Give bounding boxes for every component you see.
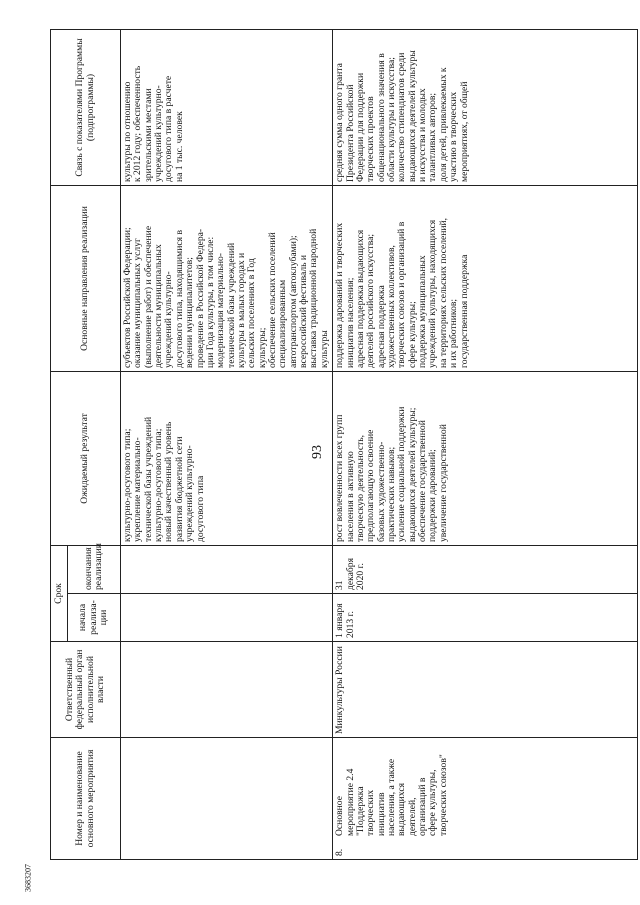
text-line: организаций в <box>417 777 429 836</box>
document-id: 3683207 <box>23 864 33 892</box>
text-line: автотранспортом (автоклубами); <box>287 235 299 368</box>
header-term: Срок <box>51 546 68 642</box>
text-line: на территориях сельских поселений, <box>437 217 449 368</box>
header-end: окончания реализации <box>68 546 121 594</box>
text-line: деятелей, <box>406 797 418 836</box>
text-line: обеспечение государственной <box>417 420 429 542</box>
text-line: доля детей, привлекаемых к <box>437 67 449 182</box>
text-line: на 1 тыс. человек <box>173 111 185 182</box>
text-line: участию в творческих <box>448 91 460 182</box>
text-line: деятелей российского искусства; <box>365 233 377 368</box>
text-line: культуры в малых городах и <box>235 252 247 368</box>
text-line: и их работников; <box>448 298 460 368</box>
text-line: мероприятиях, от общей <box>458 81 470 182</box>
text-line: культурно-досугового типа; <box>122 428 133 542</box>
header-start: начала реализа-ции <box>68 594 121 642</box>
directions-cell <box>333 186 638 372</box>
text-line: средняя сумма одного гранта <box>334 63 346 182</box>
text-line: населения, а также <box>385 758 397 836</box>
text-line: практических навыков; <box>385 446 397 542</box>
text-line: базовых художественно- <box>375 441 387 542</box>
header-result: Ожидаемый результат <box>51 372 121 546</box>
text-line: укрепление материально- <box>132 437 144 542</box>
text-line: учреждений культурно- <box>184 445 196 542</box>
text-line: мероприятие 2.4 <box>344 768 356 836</box>
text-line: сфере культуры, <box>427 769 439 836</box>
text-line: к 2012 году; обеспеченность <box>132 65 144 182</box>
text-line: обеспечение сельских поселений <box>267 232 279 368</box>
text-line: культуры; <box>256 327 268 368</box>
text-line: учреждений культуры, находящихся <box>427 219 439 368</box>
text-line: культуры <box>318 330 330 368</box>
text-line: субъектов Российской Федерации; <box>122 227 133 368</box>
header-link: Связь с показателями Программы (подпрограммы) <box>51 30 121 186</box>
link-cell <box>121 30 333 186</box>
start-cell: 1 января 2013 г. <box>333 594 638 642</box>
text-line: зрительскими местами <box>142 88 154 182</box>
text-line: и искусства и молодых <box>417 88 429 182</box>
text-line: технической базы учреждений <box>225 242 237 368</box>
text-line: Основное <box>334 796 346 836</box>
text-line: населения в активную <box>344 451 356 542</box>
text-line: поддержки дарований; <box>427 449 439 542</box>
end-cell <box>121 546 333 594</box>
start-cell <box>121 594 333 642</box>
text-line: инициатив населения; <box>344 277 356 368</box>
text-line: выдающихся <box>396 783 408 836</box>
text-line: творческих проектов <box>365 96 377 182</box>
text-line: технической базы учреждений <box>142 416 154 542</box>
text-line: культуры по отношению <box>122 81 133 182</box>
text-line: оказание муниципальных услуг <box>132 238 144 368</box>
text-line: художественных коллективов, <box>385 245 397 368</box>
text-line: поддержка дарований и творческих <box>334 222 346 368</box>
result-cell <box>121 372 333 546</box>
result-cell <box>333 372 638 546</box>
text-line: Федерации для поддержки <box>354 72 366 182</box>
rotated-table-container <box>50 30 590 860</box>
text-line: деятельности муниципальных <box>153 244 165 368</box>
header-row-1 <box>51 30 68 860</box>
text-line: сфере культуры; <box>406 301 418 368</box>
text-line: учреждений культурно- <box>153 85 165 182</box>
text-line: Президента Российской <box>344 84 356 182</box>
text-line: (выполнение работ) и обеспечение <box>142 225 154 368</box>
text-line: досугового типа в расчете <box>163 75 175 182</box>
text-line: количество стипендиатов среди <box>396 52 408 182</box>
table-row <box>121 30 333 860</box>
text-line: области культуры и искусства; <box>385 57 397 182</box>
row-number: 8. <box>334 848 346 856</box>
page-number: 93 <box>310 445 325 459</box>
text-line: специализированным <box>277 279 289 368</box>
text-line: увеличение государственной <box>437 424 449 542</box>
text-line: инициатив <box>375 792 387 836</box>
text-line: творческих союзов" <box>437 754 449 836</box>
header-name: Номер и наименование основного мероприятия <box>51 738 121 860</box>
header-agency: Ответственный федеральный орган исполнительной власти <box>51 642 121 738</box>
text-line: выдающихся деятелей культуры; <box>406 407 418 542</box>
measures-table <box>50 29 638 860</box>
text-line: сельских поселениях в Год <box>246 258 258 368</box>
text-line: ведении муниципалитетов; <box>184 257 196 368</box>
text-line: выставка традиционной народной <box>308 228 320 368</box>
agency-cell <box>121 642 333 738</box>
text-line: учреждений культурно- <box>163 271 175 368</box>
agency-cell: Минкультуры России <box>333 642 638 738</box>
text-line: творческих <box>365 789 377 836</box>
text-line: усиление социальной поддержки <box>396 406 408 542</box>
text-line: досугового типа, находящимися в <box>173 230 185 368</box>
text-line: творческих союзов и организаций в <box>396 221 408 368</box>
text-line: общенационального значения в <box>375 53 387 182</box>
text-line: адресная поддержка <box>375 285 387 368</box>
text-line: ции Года культуры, в том числе: <box>204 236 216 368</box>
header-directions: Основные направления реализации <box>51 186 121 372</box>
text-line: развития бюджетной сети <box>173 436 185 542</box>
text-line: рост вовлеченности всех групп <box>334 414 346 542</box>
link-cell <box>333 30 638 186</box>
text-line: модернизация материально- <box>215 253 227 368</box>
text-line: поддержка муниципальных <box>417 255 429 368</box>
text-line: досугового типа <box>194 475 206 542</box>
text-line: талантливых авторов; <box>427 92 439 182</box>
text-line: новый качественный уровень <box>163 421 175 542</box>
text-line: культурно-досугового типа; <box>153 428 165 542</box>
directions-cell <box>121 186 333 372</box>
text-line: всероссийский фестиваль и <box>298 254 310 368</box>
measure-name <box>335 754 449 836</box>
text-line: творческую деятельность, <box>354 434 366 542</box>
name-cell <box>333 738 638 860</box>
text-line: государственная поддержка <box>458 254 470 368</box>
table-row <box>333 30 638 860</box>
name-cell <box>121 738 333 860</box>
text-line: "Поддержка <box>354 786 366 836</box>
end-cell: 31 декабря 2020 г. <box>333 546 638 594</box>
text-line: выдающихся деятелей культуры <box>406 50 418 182</box>
text-line: проведение в Российской Федера- <box>194 228 206 368</box>
text-line: предполагающую освоение <box>365 429 377 542</box>
text-line: адресная поддержка выдающихся <box>354 229 366 368</box>
